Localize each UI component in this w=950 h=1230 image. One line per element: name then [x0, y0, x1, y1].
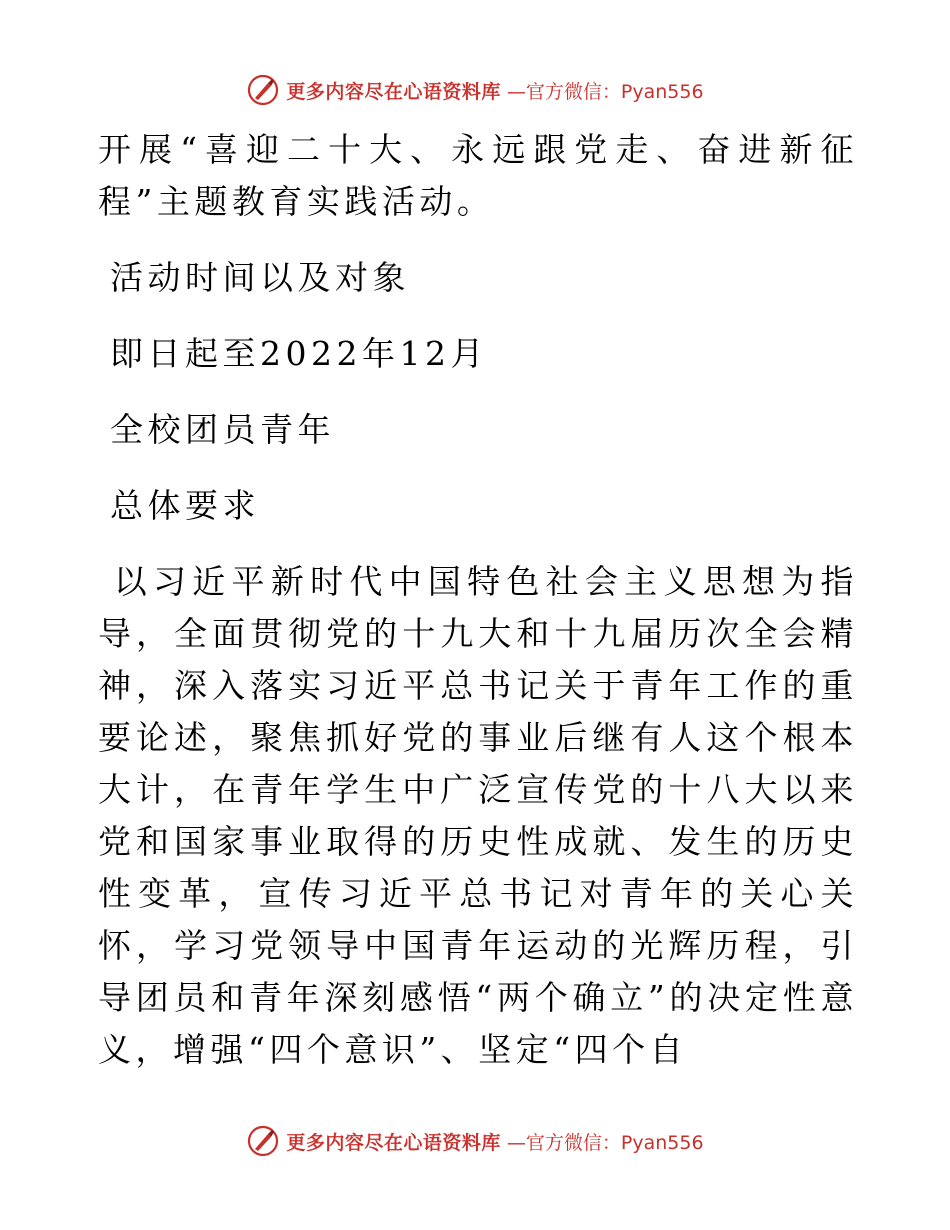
activity-period: 即日起至2022年12月 [110, 334, 488, 373]
header-watermark [0, 70, 950, 110]
footer-watermark [0, 1121, 950, 1161]
requirements-text: 以习近平新时代中国特色社会主义思想为指导，全面贯彻党的十九大和十九届历次全会精神，深入落实习近平总书记关于青年工作的重要论述，聚焦抓好党的事业后继有人这个根本大计，在青年学生中广泛宣传党的十八大以来党和国家事业取得的历史性成就、发生的历史性变革，宣传习近平总书记对青年的关心关怀，学习党领导中国青年运动的光辉历程，引导团员和青年深刻感悟“两个确立”的决定性意义，增强“四个意识”、坚定“四个自 [98, 562, 858, 1069]
watermark-wechat: —官方微信：Pyan556 [506, 1131, 704, 1154]
section-heading-requirements: 总体要求 [110, 486, 260, 525]
watermark-brand: 更多内容尽在心语资料库 [286, 80, 501, 103]
watermark-brand: 更多内容尽在心语资料库 [286, 1131, 501, 1154]
requirements-paragraph [98, 556, 858, 1076]
quill-pen-logo-icon [246, 73, 280, 107]
section-heading-time-target: 活动时间以及对象 [110, 258, 410, 297]
quill-pen-logo-icon [246, 1124, 280, 1158]
document-body [98, 124, 858, 1076]
activity-target: 全校团员青年 [110, 410, 335, 449]
watermark-wechat: —官方微信：Pyan556 [506, 80, 704, 103]
intro-paragraph: 开展“喜迎二十大、永远跟党走、奋进新征程”主题教育实践活动。 [98, 130, 858, 221]
